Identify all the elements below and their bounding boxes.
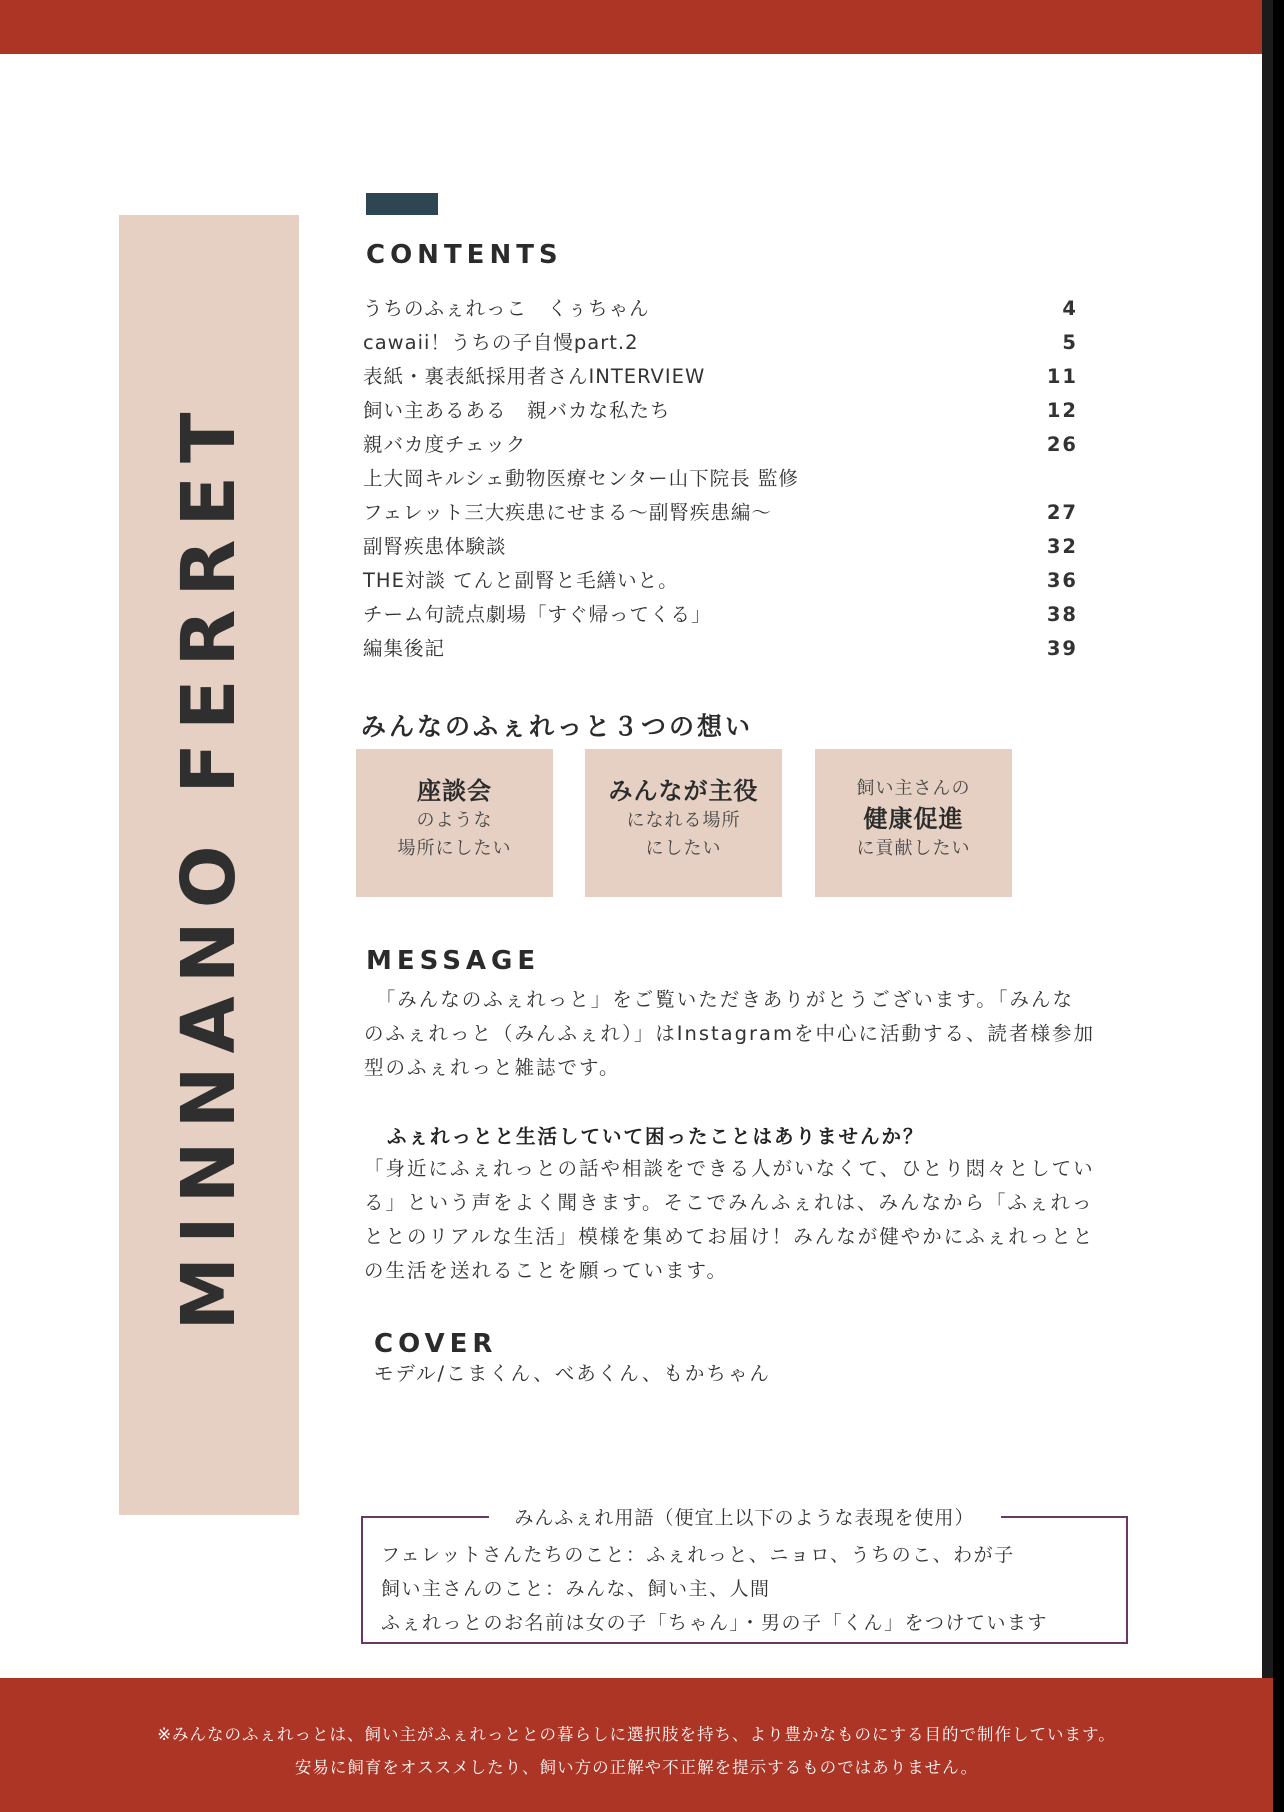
thought-box-text: にしたい bbox=[645, 838, 722, 859]
toc-page-number: 4 bbox=[1062, 297, 1078, 320]
message-paragraph bbox=[364, 1152, 1144, 1288]
toc-title: フェレット三大疾患にせまる～副腎疾患編～ bbox=[363, 501, 772, 524]
message-question: ふぇれっとと生活していて困ったことはありませんか？ bbox=[387, 1125, 925, 1148]
thoughts-boxes bbox=[356, 749, 1016, 897]
toc-page-number: 27 bbox=[1046, 501, 1078, 524]
toc-page-number: 11 bbox=[1046, 365, 1078, 388]
toc-title: うちのふぇれっこ くぅちゃん bbox=[363, 297, 650, 320]
footer-line: 安易に飼育をオススメしたり、飼い方の正解や不正解を提示するものではありません。 bbox=[294, 1758, 979, 1777]
toc-title: 飼い主あるある 親バカな私たち bbox=[363, 399, 671, 422]
glossary-line: 飼い主さんのこと：みんな、飼い主、人間 bbox=[381, 1578, 771, 1600]
message-line: のふぇれっと（みんふぇれ）」はInstagramを中心に活動する、読者様参加 bbox=[364, 1022, 1095, 1045]
spine-title: MINNANO FERRET bbox=[166, 399, 252, 1331]
toc-row[interactable] bbox=[363, 462, 1078, 496]
toc-title: 親バカ度チェック bbox=[363, 433, 527, 456]
cover-models: モデル/こまくん、べあくん、もかちゃん bbox=[374, 1362, 771, 1385]
toc-page-number: 26 bbox=[1046, 433, 1078, 456]
right-edge bbox=[1262, 0, 1273, 1812]
toc-page-number: 36 bbox=[1046, 569, 1078, 592]
thought-box-text: 飼い主さんの bbox=[856, 778, 971, 799]
toc-page-number bbox=[1038, 462, 1078, 496]
toc-row[interactable] bbox=[363, 326, 1078, 360]
toc-title: チーム句読点劇場「すぐ帰ってくる」 bbox=[363, 603, 712, 626]
toc-page-number: 32 bbox=[1046, 535, 1078, 558]
thought-box-text: になれる場所 bbox=[626, 810, 741, 831]
toc-page-number: 39 bbox=[1046, 637, 1078, 660]
toc-page-number: 38 bbox=[1046, 603, 1078, 626]
toc-row[interactable] bbox=[363, 564, 1078, 598]
thought-box-round-table bbox=[356, 749, 553, 897]
glossary-title: みんふぇれ用語（便宜上以下のような表現を使用） bbox=[488, 1503, 1000, 1530]
message-line: の生活を送れることを願っています。 bbox=[364, 1259, 728, 1282]
message-line: 「身近にふぇれっとの話や相談をできる人がいなくて、ひとり悶々としてい bbox=[364, 1157, 1095, 1180]
message-line: る」という声をよく聞きます。そこでみんふぇれは、みんなから「ふぇれっ bbox=[364, 1191, 1094, 1214]
toc-row[interactable] bbox=[363, 292, 1078, 326]
toc-title: THE対談 てんと副腎と毛繕いと。 bbox=[363, 569, 679, 592]
glossary-box bbox=[361, 1507, 1128, 1644]
message-line: ととのリアルな生活」模様を集めてお届け！みんなが健やかにふぇれっとと bbox=[364, 1225, 1095, 1248]
message-paragraph bbox=[364, 983, 1144, 1085]
table-of-contents bbox=[363, 292, 1078, 666]
thought-box-title: みんなが主役 bbox=[608, 777, 759, 805]
glossary-line: フェレットさんたちのこと：ふぇれっと、ニョロ、うちのこ、わが子 bbox=[381, 1544, 1015, 1566]
glossary-body bbox=[381, 1538, 1048, 1640]
message-line: 「みんなのふぇれっと」をご覧いただきありがとうございます。「みんな bbox=[364, 988, 1074, 1011]
toc-row[interactable] bbox=[363, 360, 1078, 394]
cover-heading: COVER bbox=[374, 1329, 498, 1359]
footer-line: ※みんなのふぇれっとは、飼い主がふぇれっととの暮らしに選択肢を持ち、より豊かなものにする目的で制作しています。 bbox=[157, 1725, 1116, 1744]
toc-page-number: 5 bbox=[1062, 331, 1078, 354]
glossary-line: ふぇれっとのお名前は女の子「ちゃん」・男の子「くん」をつけています bbox=[381, 1612, 1049, 1634]
toc-title: 編集後記 bbox=[363, 637, 446, 660]
thoughts-heading: みんなのふぇれっと３つの想い bbox=[361, 712, 754, 741]
thought-box-text: に貢献したい bbox=[856, 838, 971, 859]
toc-row[interactable] bbox=[363, 632, 1078, 666]
toc-title: 上大岡キルシェ動物医療センター山下院長 監修 bbox=[363, 467, 799, 490]
message-line: 型のふぇれっと雑誌です。 bbox=[364, 1056, 621, 1079]
toc-title: 副腎疾患体験談 bbox=[363, 535, 507, 558]
toc-row[interactable] bbox=[363, 530, 1078, 564]
toc-row[interactable] bbox=[363, 598, 1078, 632]
thought-box-text: のような bbox=[416, 810, 493, 831]
accent-bar bbox=[366, 193, 438, 215]
toc-row[interactable] bbox=[363, 394, 1078, 428]
message-heading: MESSAGE bbox=[366, 946, 541, 976]
thought-box-title: 健康促進 bbox=[863, 805, 964, 833]
thought-box-title: 座談会 bbox=[417, 777, 492, 805]
toc-title: cawaii！うちの子自慢part.2 bbox=[363, 331, 639, 354]
thought-box-everyone-star bbox=[585, 749, 782, 897]
top-band bbox=[0, 0, 1273, 54]
thought-box-text: 場所にしたい bbox=[397, 838, 512, 859]
contents-heading: CONTENTS bbox=[366, 240, 563, 270]
thought-box-health bbox=[815, 749, 1012, 897]
toc-row[interactable] bbox=[363, 496, 1078, 530]
toc-row[interactable] bbox=[363, 428, 1078, 462]
footer-notice bbox=[0, 1718, 1273, 1784]
toc-title: 表紙・裏表紙採用者さんINTERVIEW bbox=[363, 365, 706, 388]
toc-page-number: 12 bbox=[1046, 399, 1078, 422]
